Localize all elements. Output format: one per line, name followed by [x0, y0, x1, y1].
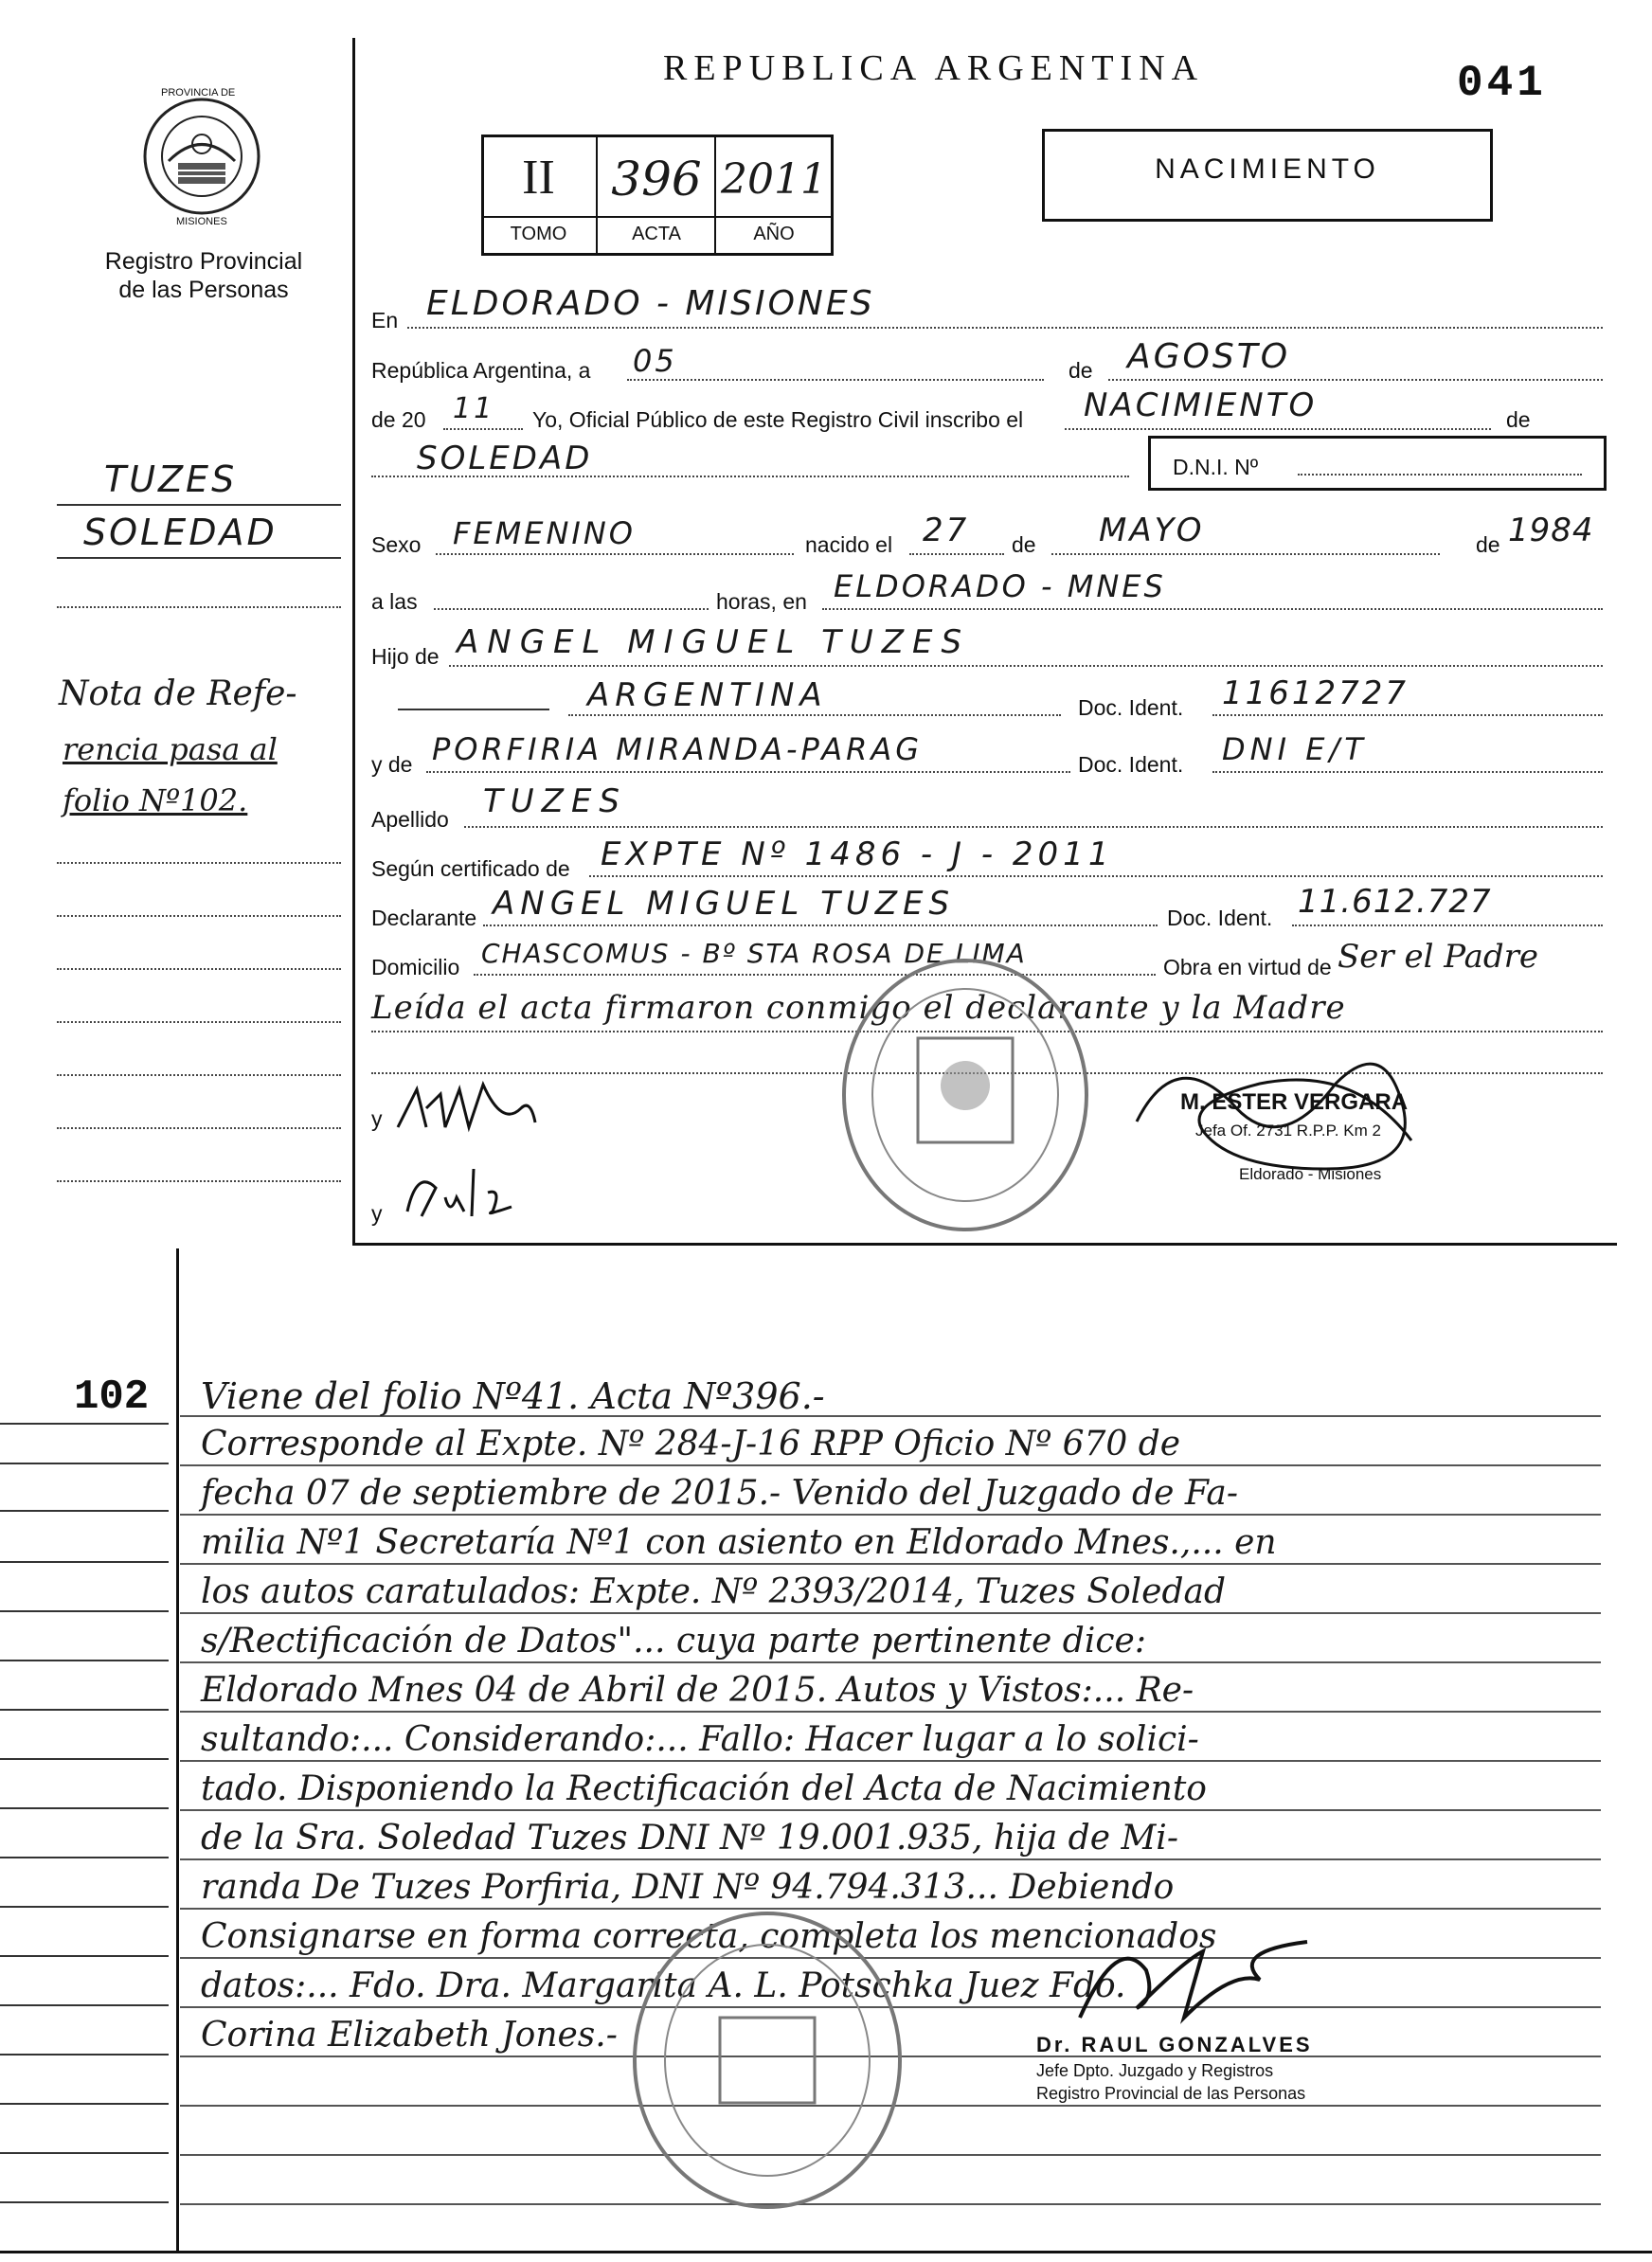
a-las-label: a las: [371, 589, 418, 614]
segun-label: Según certificado de: [371, 856, 570, 881]
margin-dots-1: [57, 606, 341, 608]
father-name-line: [449, 665, 1603, 667]
signer-signature-icon: [1042, 1913, 1326, 2037]
birth-month-line: [1051, 553, 1440, 555]
en-label: En: [371, 308, 399, 332]
y-de-label: y de: [371, 752, 413, 777]
declarante-doc: 11.612.727: [1298, 883, 1492, 921]
margin-rule-b15: [0, 2103, 169, 2105]
folio-number: 041: [1457, 59, 1547, 108]
month-value: AGOSTO: [1127, 337, 1291, 376]
ruled-line-4: [180, 1563, 1601, 1565]
signer-name: Dr. RAUL GONZALVES: [1036, 2033, 1313, 2056]
margin-note-line2: rencia pasa al: [63, 731, 278, 767]
margin-divider-top: [352, 38, 355, 1246]
domicilio-label: Domicilio: [371, 955, 460, 979]
certificado-line: [589, 875, 1603, 877]
y-label-1: y: [371, 1106, 383, 1131]
de-label: de: [1068, 358, 1093, 383]
year-line: [443, 428, 523, 430]
nationality-line: [568, 714, 1061, 716]
margin-rule-b14: [0, 2054, 169, 2056]
anio-label: AÑO: [753, 224, 795, 244]
margin-dots-5: [57, 1021, 341, 1023]
obra-label: Obra en virtud de: [1163, 955, 1332, 979]
month-line: [1108, 379, 1603, 381]
bottom-edge: [0, 2251, 1652, 2253]
annotation-line: Eldorado Mnes 04 de Abril de 2015. Autos y Vistos:... Re-: [201, 1671, 1194, 1710]
de-label-3: de: [1012, 532, 1036, 557]
signer-title2: Registro Provincial de las Personas: [1036, 2084, 1306, 2103]
ruled-line-8: [180, 1760, 1601, 1762]
registry-name-line2: de las Personas: [118, 277, 289, 303]
margin-note-line3: folio Nº102.: [63, 782, 248, 818]
margin-rule-b10: [0, 1857, 169, 1858]
margin-divider-bottom: [176, 1248, 179, 2253]
birth-place: ELDORADO - MNES: [834, 568, 1166, 604]
nationality-dash: [398, 709, 549, 710]
signer-title1: Jefe Dpto. Juzgado y Registros: [1036, 2061, 1274, 2080]
hour-line: [434, 608, 709, 610]
official-stamp-line2: Jefa Of. 2731 R.P.P. Km 2: [1195, 1122, 1381, 1140]
margin-rule-b6: [0, 1660, 169, 1661]
sexo-value: FEMENINO: [453, 515, 636, 551]
declarante-label: Declarante: [371, 906, 477, 930]
ruled-line-9: [180, 1809, 1601, 1811]
day-value: 05: [633, 343, 677, 379]
doc-ident-label-2: Doc. Ident.: [1078, 752, 1184, 777]
ruled-line-10: [180, 1858, 1601, 1860]
margin-rule-b9: [0, 1807, 169, 1809]
apellido-label: Apellido: [371, 807, 449, 832]
birth-place-line: [822, 608, 1603, 610]
annotation-line: Viene del folio Nº41. Acta Nº396.-: [201, 1375, 825, 1417]
margin-rule-b4: [0, 1561, 169, 1563]
margin-rule-b16: [0, 2152, 169, 2154]
margin-dots-4: [57, 968, 341, 970]
ruled-line-7: [180, 1711, 1601, 1713]
annotation-line: de la Sra. Soledad Tuzes DNI Nº 19.001.935, hija de Mi-: [201, 1819, 1178, 1858]
mother-name-line: [426, 771, 1070, 773]
tomo-value: II: [522, 151, 555, 205]
apellido-value: TUZES: [483, 782, 628, 820]
mother-doc-line: [1212, 771, 1603, 773]
province-seal-icon: [140, 95, 263, 218]
margin-rule-b1: [0, 1423, 169, 1425]
declarante-value: ANGEL MIGUEL TUZES: [493, 885, 956, 923]
declarante-doc-line: [1292, 925, 1603, 926]
place-line: [407, 327, 1603, 329]
annotation-line: milia Nº1 Secretaría Nº1 con asiento en Eldorado Mnes.,... en: [201, 1523, 1277, 1562]
margin-note-line1: Nota de Refe-: [59, 674, 297, 713]
person-name-line: [371, 476, 1129, 477]
father-doc: 11612727: [1222, 674, 1410, 712]
record-box-divider: [481, 216, 834, 218]
country-title: REPUBLICA ARGENTINA: [663, 48, 1205, 88]
page-bottom-edge: [352, 1243, 1617, 1246]
ruled-line-3: [180, 1514, 1601, 1516]
tomo-label: TOMO: [510, 224, 567, 244]
mother-name: PORFIRIA MIRANDA-PARAG: [432, 731, 923, 767]
annotation-folio: 102: [74, 1373, 150, 1421]
dni-line: [1298, 474, 1582, 476]
annotation-line: los autos caratulados: Expte. Nº 2393/2014, Tuzes Soledad: [201, 1572, 1227, 1611]
act-type: NACIMIENTO: [1155, 153, 1380, 185]
sexo-line: [436, 553, 794, 555]
person-name: SOLEDAD: [417, 440, 593, 477]
oficial-text: Yo, Oficial Público de este Registro Civil inscribo el: [532, 407, 1024, 432]
seal-text-bottom: MISIONES: [176, 216, 227, 227]
annotation-line: Consignarse en forma correcta, completa los mencionados: [201, 1917, 1217, 1956]
father-nationality: ARGENTINA: [587, 676, 828, 714]
obra-value: Ser el Padre: [1338, 938, 1539, 976]
annotation-line: randa De Tuzes Porfiria, DNI Nº 94.794.313... Debiendo: [201, 1868, 1175, 1907]
anio-value: 2011: [721, 155, 827, 204]
annotation-line: tado. Disponiendo la Rectificación del Acta de Nacimiento: [201, 1769, 1207, 1808]
acta-label: ACTA: [632, 224, 681, 244]
sexo-label: Sexo: [371, 532, 422, 557]
father-name: ANGEL MIGUEL TUZES: [457, 623, 971, 661]
margin-rule-b5: [0, 1610, 169, 1612]
republica-label: República Argentina, a: [371, 358, 591, 383]
doc-ident-label: Doc. Ident.: [1078, 695, 1184, 720]
margin-rule-b17: [0, 2201, 169, 2203]
ruled-line-5: [180, 1612, 1601, 1614]
de-label-4: de: [1476, 532, 1500, 557]
doc-ident-label-3: Doc. Ident.: [1167, 906, 1273, 930]
seal-text-top: PROVINCIA DE: [161, 87, 236, 99]
lectura-text: Leída el acta firmaron conmigo el declarante y la Madre: [371, 989, 1346, 1027]
father-doc-line: [1212, 714, 1603, 716]
mother-signature-icon: [398, 1159, 549, 1226]
annotation-line: Corina Elizabeth Jones.-: [201, 2016, 618, 2055]
margin-dots-8: [57, 1180, 341, 1182]
declarant-signature-icon: [388, 1070, 549, 1146]
margin-rule-b11: [0, 1906, 169, 1908]
record-box-sep1: [596, 135, 598, 253]
event-value: NACIMIENTO: [1084, 386, 1318, 424]
de-label-2: de: [1506, 407, 1531, 432]
mother-doc: DNI E/T: [1222, 731, 1368, 767]
registry-round-stamp-bottom-icon: [625, 1904, 909, 2217]
margin-dots-2: [57, 862, 341, 864]
registry-name-line1: Registro Provincial: [104, 248, 303, 275]
annotation-line: s/Rectificación de Datos"... cuya parte pertinente dice:: [201, 1622, 1146, 1661]
day-line: [627, 379, 1044, 381]
domicilio-value: CHASCOMUS - Bº STA ROSA DE LIMA: [481, 938, 1027, 969]
horas-label: horas, en: [716, 589, 807, 614]
margin-rule-b7: [0, 1709, 169, 1711]
margin-rule-b12: [0, 1955, 169, 1957]
margin-surname: TUZES: [104, 458, 238, 500]
apellido-line: [464, 826, 1603, 828]
margin-rule-b2: [0, 1463, 169, 1464]
ruled-line-2: [180, 1464, 1601, 1466]
birth-month: MAYO: [1099, 512, 1205, 549]
registry-round-stamp-icon: [837, 953, 1093, 1237]
margin-given-name: SOLEDAD: [83, 512, 278, 553]
official-stamp-line3: Eldorado - Misiones: [1239, 1165, 1382, 1183]
official-stamp-name: M. ESTER VERGARA: [1180, 1089, 1409, 1115]
record-box-sep2: [714, 135, 716, 253]
birth-year: 1984: [1508, 512, 1594, 549]
annotation-line: sultando:... Considerando:... Fallo: Hacer lugar a lo solici-: [201, 1720, 1199, 1759]
birth-day-line: [909, 553, 1004, 555]
acta-value: 396: [611, 152, 702, 206]
hijo-label: Hijo de: [371, 644, 440, 669]
y-label-2: y: [371, 1201, 383, 1226]
annotation-line: Corresponde al Expte. Nº 284-J-16 RPP Oficio Nº 670 de: [201, 1425, 1181, 1463]
annotation-line: datos:... Fdo. Dra. Margarita A. L. Potschka Juez Fdo.: [201, 1966, 1126, 2005]
margin-rule-b3: [0, 1510, 169, 1512]
year-prefix-label: de 20: [371, 407, 426, 432]
place-value: ELDORADO - MISIONES: [426, 284, 875, 323]
margin-rule-1: [57, 504, 341, 506]
margin-dots-6: [57, 1074, 341, 1076]
nacido-label: nacido el: [805, 532, 893, 557]
annotation-line: fecha 07 de septiembre de 2015.- Venido del Juzgado de Fa-: [201, 1474, 1239, 1513]
margin-rule-b8: [0, 1758, 169, 1760]
event-line: [1065, 428, 1491, 430]
certificado-value: EXPTE Nº 1486 - J - 2011: [601, 835, 1114, 873]
margin-rule-b13: [0, 2004, 169, 2006]
birth-day: 27: [923, 512, 970, 549]
ruled-line-6: [180, 1661, 1601, 1663]
dni-label: D.N.I. Nº: [1173, 455, 1259, 479]
year-suffix: 11: [453, 392, 495, 425]
declarante-line: [483, 925, 1158, 926]
margin-rule-2: [57, 557, 341, 559]
margin-dots-3: [57, 915, 341, 917]
margin-dots-7: [57, 1127, 341, 1129]
